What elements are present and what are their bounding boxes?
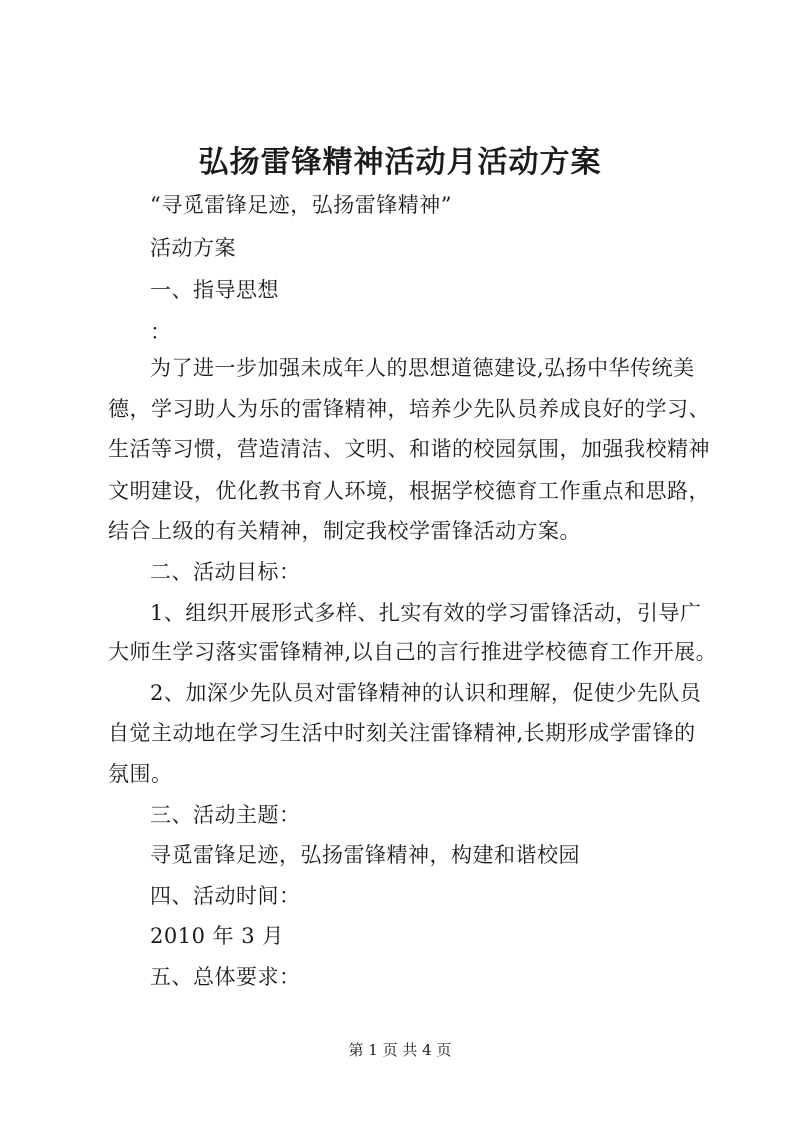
paragraph-line: 自觉主动地在学习生活中时刻关注雷锋精神,长期形成学雷锋的 <box>108 721 696 745</box>
section-heading-4: 四、活动时间： <box>150 884 301 908</box>
date-line: 2010 年 3 月 <box>150 924 284 948</box>
document-title: 弘扬雷锋精神活动月活动方案 <box>198 145 602 180</box>
paragraph-line: 文明建设，优化教书育人环境，根据学校德育工作重点和思路， <box>108 479 710 503</box>
page-number: 第 1 页 共 4 页 <box>348 1041 452 1059</box>
paragraph-line: 为了进一步加强未成年人的思想道德建设,弘扬中华传统美 <box>150 356 695 380</box>
paragraph-line: 德，学习助人为乐的雷锋精神，培养少先队员养成良好的学习、 <box>108 397 710 421</box>
paragraph-line: 1、组织开展形式多样、扎实有效的学习雷锋活动，引导广 <box>150 601 702 625</box>
paragraph-line: 生活等习惯，营造清洁、文明、和谐的校园氛围，加强我校精神 <box>108 437 710 461</box>
slogan-line: “寻觅雷锋足迹，弘扬雷锋精神” <box>150 193 452 217</box>
section-heading-1: 一、指导思想 <box>150 278 279 302</box>
paragraph-line: 氛围。 <box>108 762 173 786</box>
section-heading-3: 三、活动主题： <box>150 803 301 827</box>
paragraph-line: 大师生学习落实雷锋精神,以自己的言行推进学校德育工作开展。 <box>108 640 718 664</box>
colon-line: ： <box>150 320 172 344</box>
paragraph-line: 结合上级的有关精神，制定我校学雷锋活动方案。 <box>108 519 581 543</box>
section-heading-5: 五、总体要求： <box>150 965 301 989</box>
theme-line: 寻觅雷锋足迹，弘扬雷锋精神，构建和谐校园 <box>150 843 580 867</box>
paragraph-line: 2、加深少先队员对雷锋精神的认识和理解，促使少先队员 <box>150 681 702 705</box>
section-heading-2: 二、活动目标： <box>150 560 301 584</box>
section-label: 活动方案 <box>150 236 236 260</box>
